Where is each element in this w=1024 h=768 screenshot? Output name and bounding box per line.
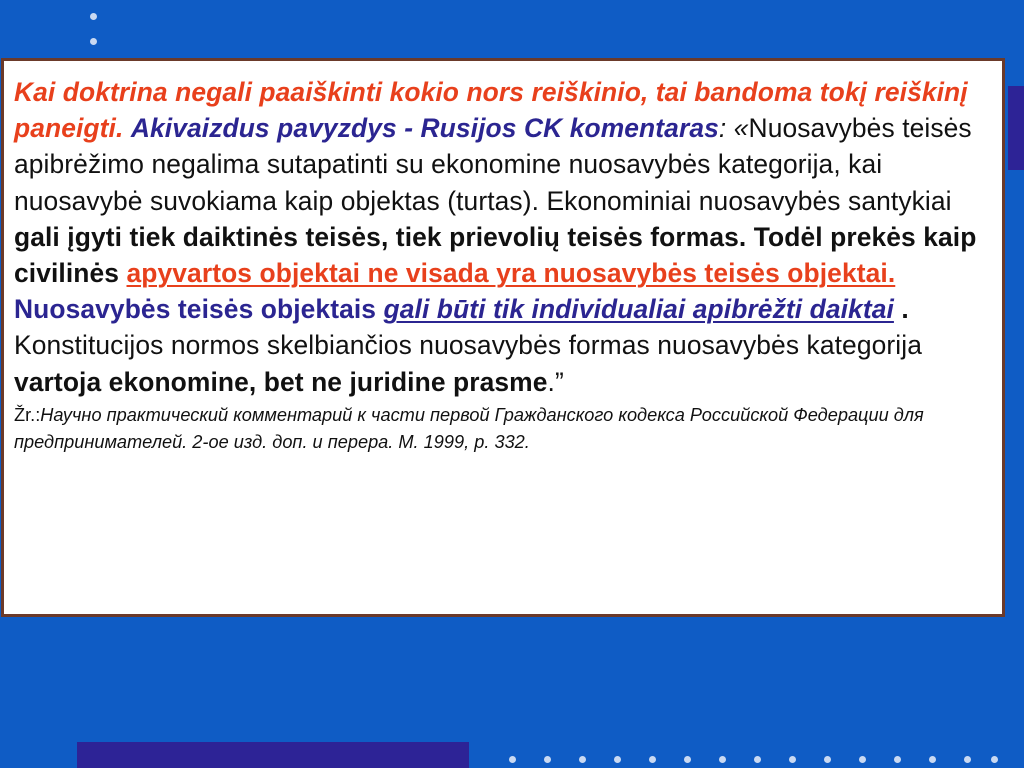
example-label: Akivaizdus pavyzdys - Rusijos CK komentaras [130,113,719,144]
decor-dot [789,756,796,763]
decor-dot [579,756,586,763]
quote-text-2: Konstitucijos normos skelbiančios nuosavybės formas nuosavybės kategorija [14,330,922,361]
decor-dot [614,756,621,763]
decor-dot [754,756,761,763]
decor-dot [684,756,691,763]
intro-statement: Kai doktrina negali paaiškinti kokio nors reiškinio, tai bandoma tokį reiškinį paneigti. [14,77,968,144]
decor-bottom-bar [77,742,469,768]
quote-navy-bold: Nuosavybės teisės objektais [14,294,384,325]
decor-dot [649,756,656,763]
decor-dot [929,756,936,763]
decor-dot [824,756,831,763]
quote-card [1,58,1005,617]
decor-dot [991,756,998,763]
quote-bold-2: vartoja ekonomine, bet ne juridine prasme [14,366,548,397]
quote-text-1: Nuosavybės teisės apibrėžimo negalima sutapatinti su ekonomine nuosavybės kategorija, kai nuosavybė suvokiama kaip objektas (turtas). Ekonominiai nuosavybės santykiai [14,113,972,216]
reference-prefix: Žr.: [14,404,41,425]
quote-paragraph [14,74,992,400]
quote-period: . [893,294,909,325]
reference-note [14,402,992,456]
quote-open: : « [718,113,749,144]
decor-dot [859,756,866,763]
decor-right-bar [1008,86,1024,170]
quote-navy-underlined: gali būti tik individualiai apibrėžti daiktai [383,294,894,325]
decor-dot [90,13,97,20]
reference-text: Научно практический комментарий к части первой Гражданского кодекса Российской Федерации для предпринимателей. 2-ое изд. доп. и перера. М. 1999, р. 332. [14,404,924,452]
decor-dot [90,38,97,45]
quote-close: .” [547,366,564,397]
quote-bold-1: gali įgyti tiek daiktinės teisės, tiek prievolių teisės formas. Todėl prekės kaip civilinės [14,221,977,289]
quote-red-underlined: apyvartos objektai ne visada yra nuosavybės teisės objektai. [126,258,896,289]
decor-dot [964,756,971,763]
decor-dot [719,756,726,763]
decor-dot [509,756,516,763]
decor-dot [894,756,901,763]
decor-dot [544,756,551,763]
